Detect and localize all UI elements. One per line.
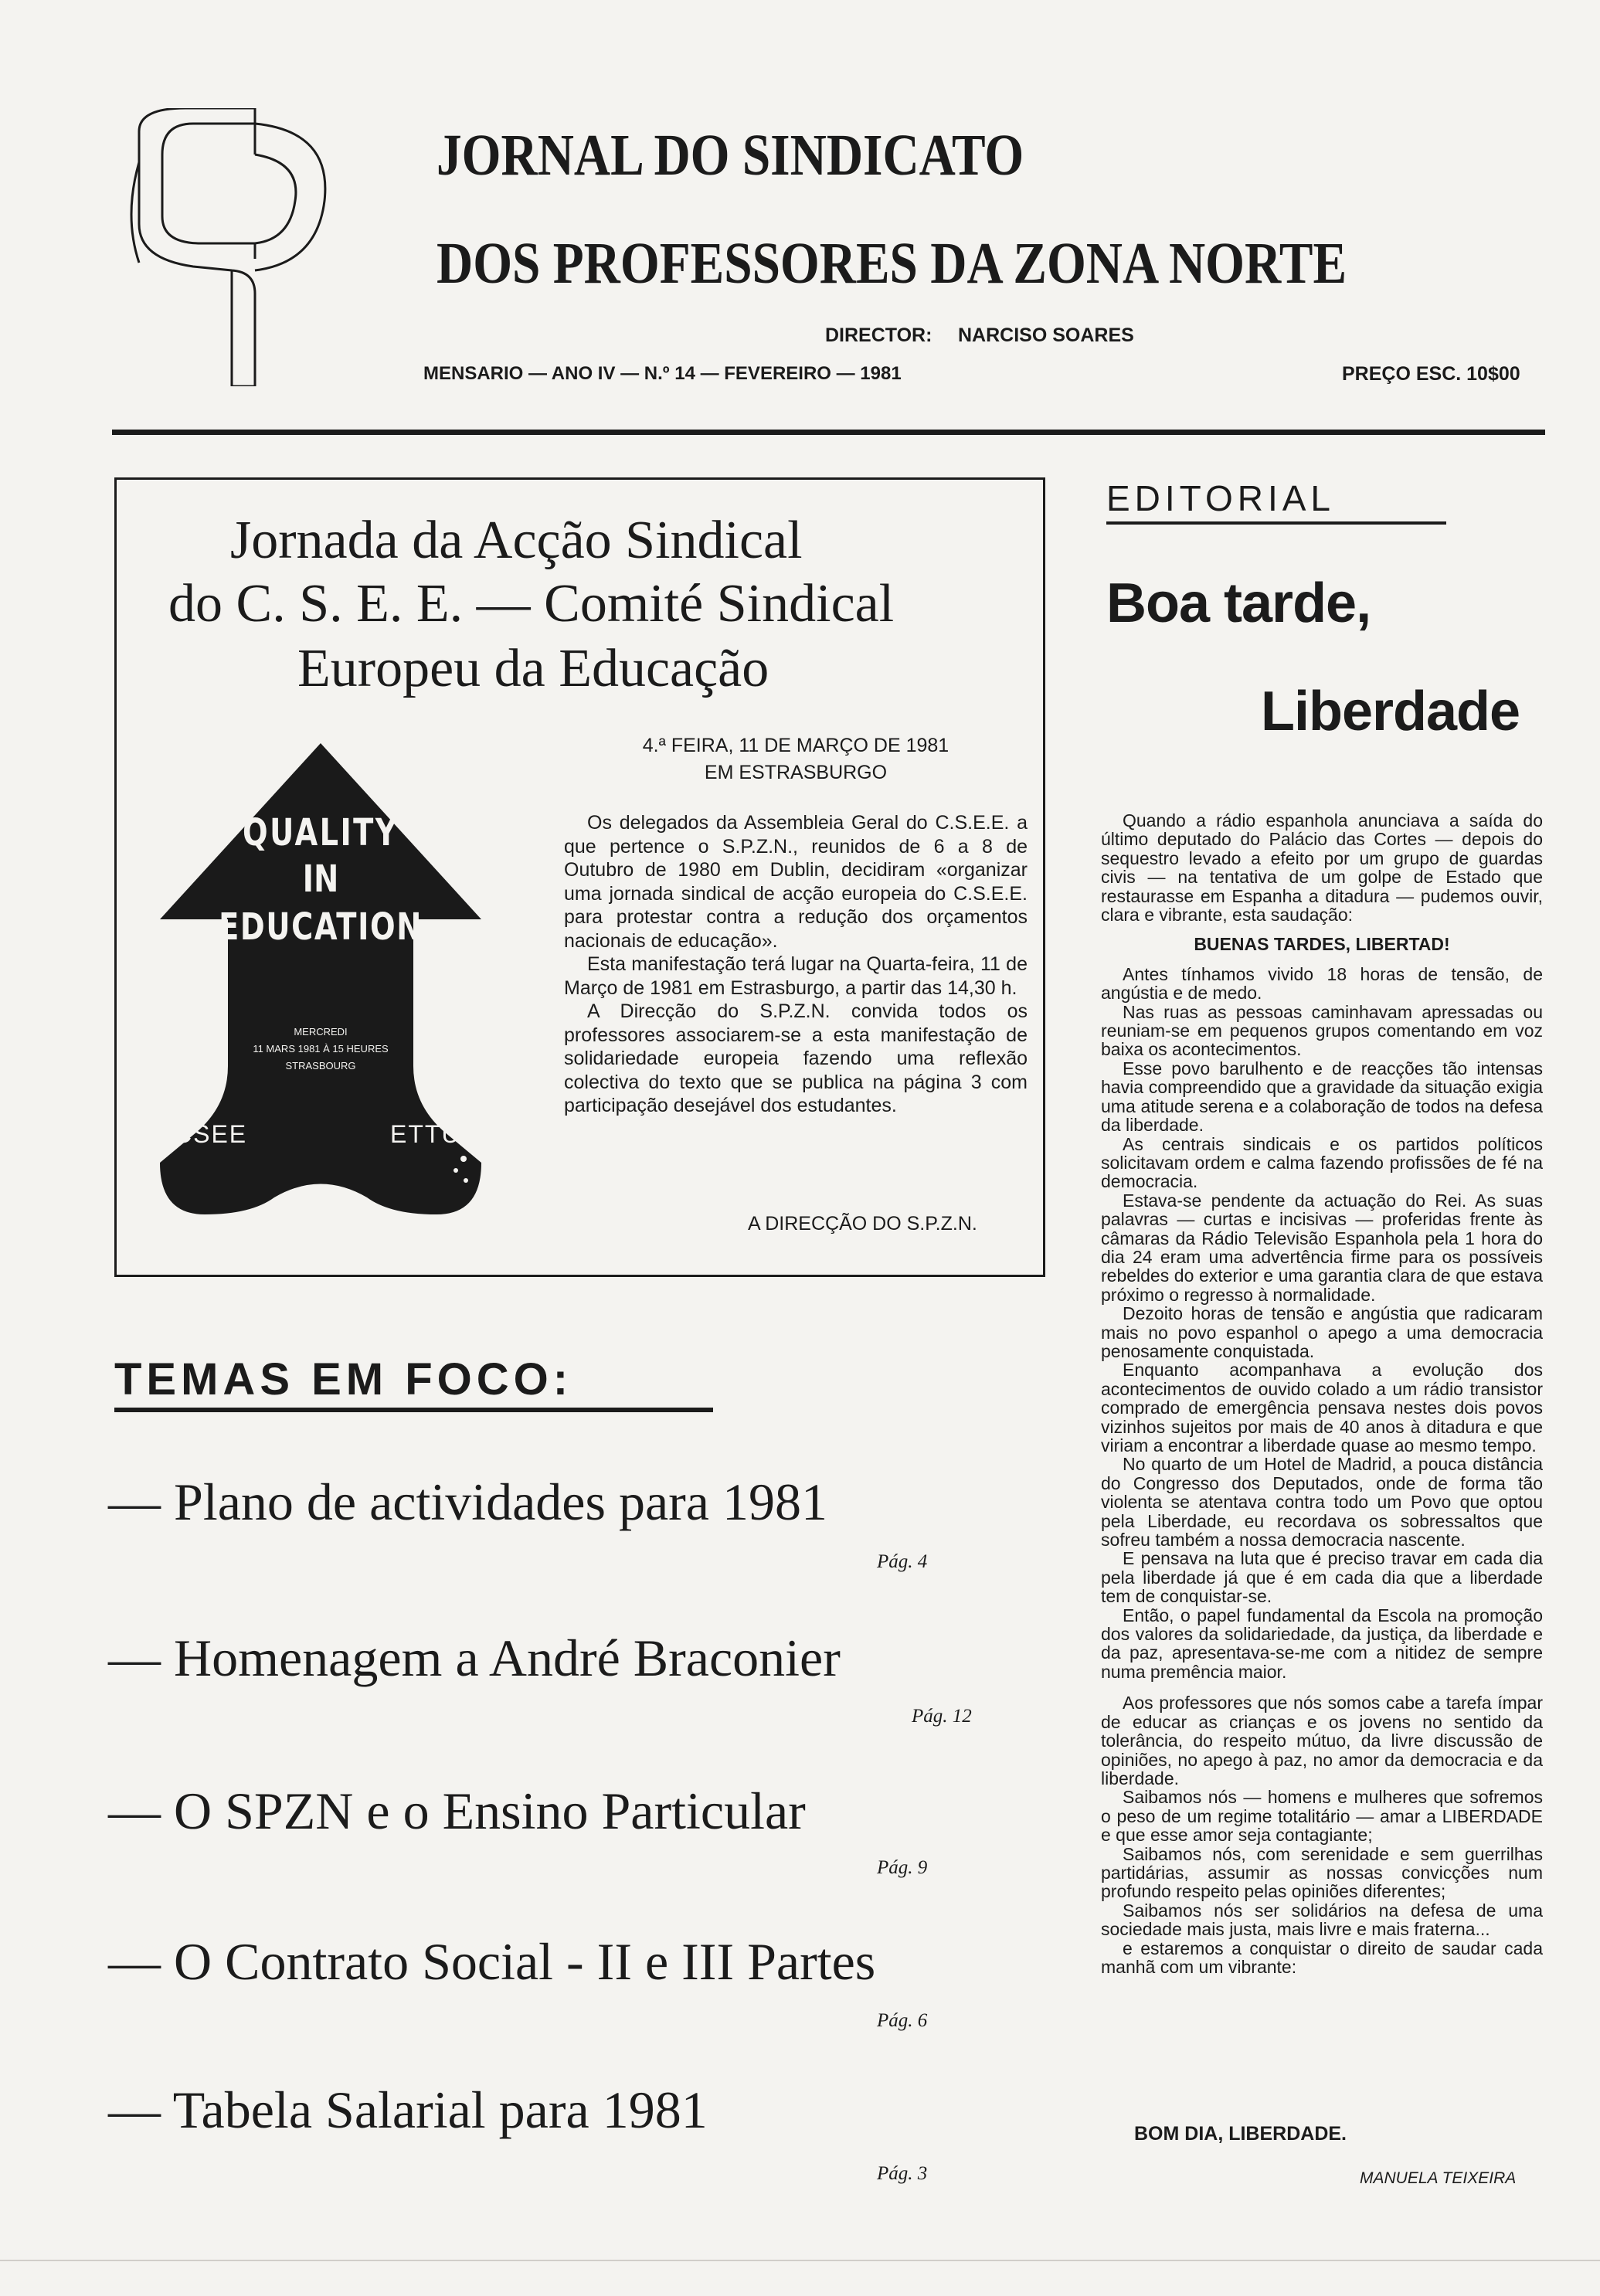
tema-item-2: — Homenagem a André Braconier bbox=[108, 1629, 841, 1687]
director-name: NARCISO SOARES bbox=[958, 324, 1134, 346]
editorial-paragraph: Aos professores que nós somos cabe a tarefa ímpar de educar as crianças e os jovens no sentido da tolerância, do respeito mútuo, da livre discussão de opiniões, no apego à paz, no amor da democracia e da liberdade. bbox=[1101, 1693, 1543, 1788]
poster-line2: IN bbox=[302, 858, 339, 901]
editorial-body bbox=[1101, 811, 1543, 1976]
poster-sub3: STRASBOURG bbox=[285, 1060, 356, 1072]
poster-right-label: ETTUC bbox=[390, 1120, 481, 1148]
issue-info: MENSARIO — ANO IV — N.º 14 — FEVEREIRO — 1981 bbox=[423, 363, 902, 384]
editorial-paragraph: Nas ruas as pessoas caminhavam apressadas ou reuniam-se em pequenos grupos comentando em voz baixa os acontecimentos. bbox=[1101, 1001, 1543, 1060]
editorial-signature: MANUELA TEIXEIRA bbox=[1360, 2169, 1517, 2187]
editorial-title-line1: Boa tarde, bbox=[1106, 572, 1371, 634]
poster-sub2: 11 MARS 1981 À 15 HEURES bbox=[253, 1043, 389, 1055]
director-label: DIRECTOR: bbox=[825, 324, 932, 346]
editorial-paragraph: Estava-se pendente da actuação do Rei. As suas palavras — curtas e incisivas — proferidas frente às câmaras da Rádio Televisão Espanhola pela 1 hora do dia 24 eram uma advertência firme para os possíveis rebeldes do exterior e uma garantia clara de que estava próximo o regresso à normalidade. bbox=[1101, 1190, 1543, 1305]
price: PREÇO ESC. 10$00 bbox=[1342, 363, 1520, 385]
tema-page-1: Pág. 4 bbox=[877, 1551, 928, 1572]
editorial-exclamation: BUENAS TARDES, LIBERTAD! bbox=[1194, 934, 1450, 955]
editorial-paragraph: As centrais sindicais e os partidos políticos solicitavam ordem e calma fazendo profissões de fé na democracia. bbox=[1101, 1133, 1543, 1192]
editorial-paragraph: Esse povo barulhento e de reacções tão intensas havia compreendido que a gravidade da situação exigia uma atitude serena e a colaboração de todos na defesa da liberdade. bbox=[1101, 1058, 1543, 1136]
tema-page-4: Pág. 6 bbox=[877, 2010, 928, 2031]
sp-logo-icon bbox=[116, 108, 348, 386]
editorial-paragraph: Saibamos nós, com serenidade e sem guerrilhas partidárias, assumir as nossas convicções num profundo respeito pelas opiniões diferentes; bbox=[1101, 1843, 1543, 1902]
editorial-paragraph: Saibamos nós ser solidários na defesa de uma sociedade mais justa, mais livre e mais fraterna... bbox=[1101, 1900, 1543, 1940]
editorial-rule bbox=[1106, 521, 1446, 525]
masthead-rule bbox=[112, 430, 1545, 435]
editorial-paragraph: E pensava na luta que é preciso travar em cada dia pela liberdade já que é em cada dia que a liberdade tem de conquistar-se. bbox=[1101, 1548, 1543, 1607]
tema-item-1: — Plano de actividades para 1981 bbox=[108, 1472, 827, 1531]
tema-item-4: — O Contrato Social - II e III Partes bbox=[108, 1932, 876, 1991]
tema-page-3: Pág. 9 bbox=[877, 1857, 928, 1878]
event-paragraph-2: Esta manifestação terá lugar na Quarta-feira, 11 de Março de 1981 em Estrasburgo, a partir das 14,30 h. bbox=[564, 953, 1028, 999]
editorial-paragraph: Saibamos nós — homens e mulheres que sofremos o peso de um regime totalitário — amar a LIBERDADE e que esse amor seja contagiante; bbox=[1101, 1787, 1543, 1846]
tema-item-5: — Tabela Salarial para 1981 bbox=[108, 2080, 708, 2139]
tema-page-5: Pág. 3 bbox=[877, 2163, 928, 2184]
event-paragraph-1: Os delegados da Assembleia Geral do C.S.E.E. a que pertence o S.P.Z.N., reunidos de 6 a 8 de Outubro de 1980 em Dublin, decidiram «organizar uma jornada sindical de acção europeia do C.S.E.E. para protestar contra a redução dos orçamentos nacionais de educação». bbox=[564, 812, 1028, 952]
quality-poster bbox=[158, 742, 483, 1228]
editorial-paragraph: Então, o papel fundamental da Escola na promoção dos valores da solidariedade, da justiça, da liberdade e da paz, apresentava-se-me com a nitidez de sempre numa premência maior. bbox=[1101, 1605, 1543, 1682]
event-date-line1: 4.ª FEIRA, 11 DE MARÇO DE 1981 bbox=[642, 735, 949, 756]
temas-heading: TEMAS EM FOCO: bbox=[114, 1354, 573, 1404]
poster-line1: QUALITY bbox=[243, 811, 399, 854]
event-signature: A DIRECÇÃO DO S.P.Z.N. bbox=[748, 1213, 977, 1235]
tema-item-3: — O SPZN e o Ensino Particular bbox=[108, 1781, 806, 1840]
editorial-title-line2: Liberdade bbox=[1261, 681, 1520, 742]
editorial-paragraph: e estaremos a conquistar o direito de saudar cada manhã com um vibrante: bbox=[1101, 1938, 1543, 1977]
editorial-paragraph: Dezoito horas de tensão e angústia que radicaram mais no povo espanhol o apego a uma democracia penosamente conquistada. bbox=[1101, 1303, 1543, 1361]
jornada-heading-line2: do C. S. E. E. — Comité Sindical bbox=[168, 574, 895, 633]
editorial-paragraph: Antes tínhamos vivido 18 horas de tensão, de angústia e de medo. bbox=[1101, 963, 1543, 1004]
event-text bbox=[564, 811, 1028, 1118]
poster-line3: EDUCATION bbox=[219, 905, 423, 949]
event-paragraph-3: A Direcção do S.P.Z.N. convida todos os professores associarem-se a esta manifestação de solidariedade europeia fazendo uma reflexão colectiva do texto que se publica na página 3 com participação desejável dos estudantes. bbox=[564, 1000, 1028, 1116]
jornada-heading-line1: Jornada da Acção Sindical bbox=[230, 511, 803, 570]
editorial-closing: BOM DIA, LIBERDADE. bbox=[1134, 2123, 1347, 2145]
jornada-heading-line3: Europeu da Educação bbox=[297, 639, 769, 698]
editorial-paragraph: Enquanto acompanhava a evolução dos acontecimentos de ouvido colado a um rádio transistor comprado de emergência pensava nestes dois povos vizinhos sujeitos por mais de 40 anos à ditadura e que viriam a encontrar a liberdade quase ao mesmo tempo. bbox=[1101, 1360, 1543, 1455]
editorial-paragraph: Quando a rádio espanhola anunciava a saída do último deputado do Palácio das Cortes — depois do sequestro levado a efeito por um grupo de guardas civis — na tentativa de um golpe de Estado que restaurasse em Espanha a ditadura — pudemos ouvir, clara e vibrante, esta saudação: bbox=[1101, 810, 1543, 926]
event-date-line2: EM ESTRASBURGO bbox=[704, 762, 888, 783]
editorial-heading: EDITORIAL bbox=[1106, 478, 1335, 518]
editorial-paragraph: No quarto de um Hotel de Madrid, a pouca distância do Congresso dos Deputados, onde de forma tão violenta se atentava contra todo um Povo que optou pela Liberdade, eu recordava os sobressaltos que sofreu também a nossa democracia nascente. bbox=[1101, 1454, 1543, 1550]
poster-left-label: CSEE bbox=[174, 1120, 248, 1148]
poster-sub1: MERCREDI bbox=[294, 1026, 348, 1038]
masthead-title-line2: DOS PROFESSORES DA ZONA NORTE bbox=[437, 231, 1347, 296]
page-fold bbox=[0, 2260, 1600, 2261]
masthead-title-line1: JORNAL DO SINDICATO bbox=[437, 123, 1024, 188]
temas-rule bbox=[114, 1408, 713, 1412]
tema-page-2: Pág. 12 bbox=[912, 1706, 972, 1727]
